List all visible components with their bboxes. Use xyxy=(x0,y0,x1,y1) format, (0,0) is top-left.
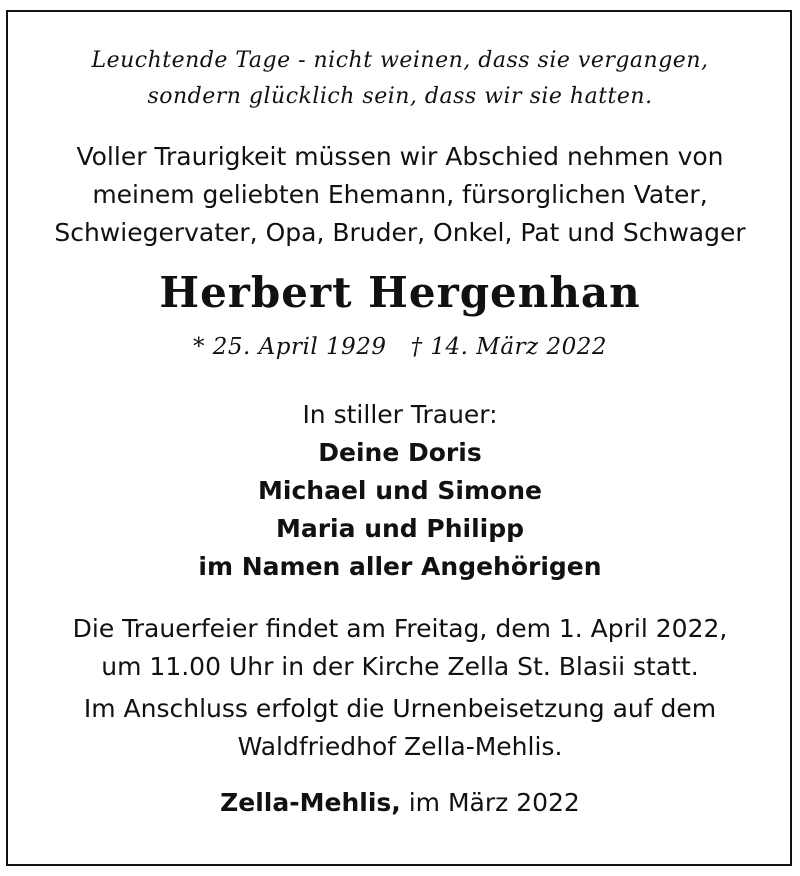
burial-info xyxy=(0,690,800,766)
mourner-name: Michael und Simone xyxy=(258,476,542,505)
place-and-date xyxy=(0,788,800,817)
deceased-name: Herbert Hergenhan xyxy=(159,268,641,317)
motto-line-1: Leuchtende Tage - nicht weinen, dass sie vergangen, xyxy=(91,48,709,73)
ceremony-info xyxy=(0,610,800,686)
closing-place: Zella-Mehlis, xyxy=(220,788,401,817)
ceremony-line-1: Die Trauerfeier findet am Freitag, dem 1. April 2022, xyxy=(72,614,728,643)
birth-date: * 25. April 1929 xyxy=(192,334,387,360)
intro-line-3: Schwiegervater, Opa, Bruder, Onkel, Pat und Schwager xyxy=(54,218,746,247)
motto-line-2: sondern glücklich sein, dass wir sie hatten. xyxy=(147,84,653,109)
intro-line-1: Voller Traurigkeit müssen wir Abschied nehmen von xyxy=(76,142,724,171)
mourners-heading: In stiller Trauer: xyxy=(302,400,498,429)
burial-line-2: Waldfriedhof Zella-Mehlis. xyxy=(237,732,563,761)
intro-line-2: meinem geliebten Ehemann, fürsorglichen Vater, xyxy=(92,180,708,209)
mourner-name: im Namen aller Angehörigen xyxy=(198,552,602,581)
death-date: † 14. März 2022 xyxy=(410,334,607,360)
mourner-name: Deine Doris xyxy=(318,438,482,467)
burial-line-1: Im Anschluss erfolgt die Urnenbeisetzung auf dem xyxy=(83,694,717,723)
life-dates xyxy=(0,334,800,360)
closing-date: im März 2022 xyxy=(408,788,580,817)
mourner-name: Maria und Philipp xyxy=(275,514,525,543)
ceremony-line-2: um 11.00 Uhr in der Kirche Zella St. Blasii statt. xyxy=(101,652,699,681)
intro-text xyxy=(0,138,800,252)
mourners-block xyxy=(0,396,800,586)
